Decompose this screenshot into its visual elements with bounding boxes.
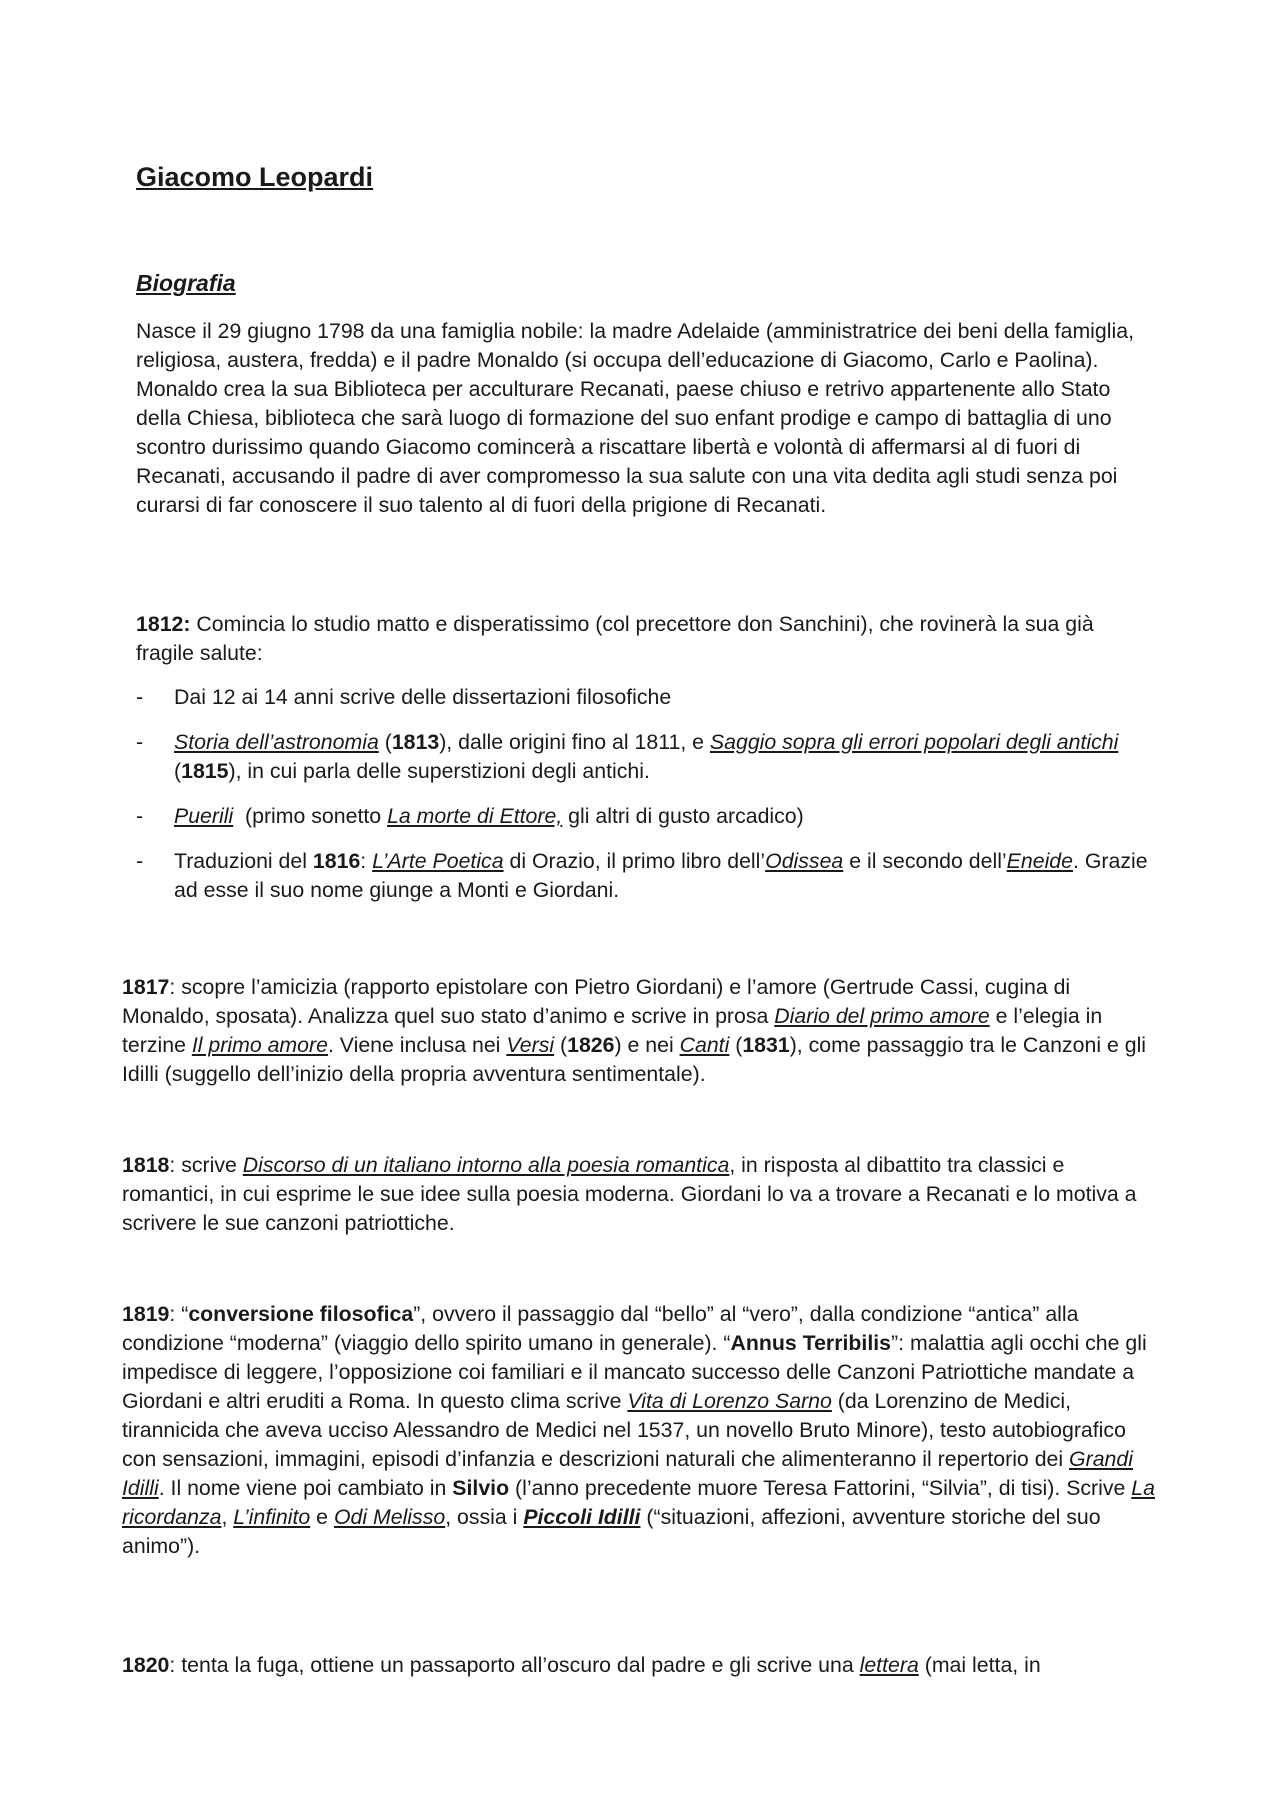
text-run: . Viene inclusa nei	[327, 1033, 507, 1057]
text-run: di Orazio, il primo libro dell’	[503, 849, 766, 873]
text-run: ), in cui parla delle superstizioni degli antichi.	[228, 759, 650, 783]
text-run: (primo sonetto	[233, 804, 388, 828]
text-run: gli altri di gusto arcadico)	[562, 804, 804, 828]
work-title: Canti	[679, 1033, 730, 1057]
text-run: ”, ovvero il passaggio dal “bello” al “vero”, dalla condizione “antica” alla condizione “moderna” (viaggio dello spirito umano in generale). “	[122, 1302, 1079, 1355]
list-item	[136, 728, 1156, 786]
text-run: (da Lorenzino de Medici, tirannicida che aveva ucciso Alessandro de Medici nel 1537, un novello Bruto Minore), testo autobiografico con sensazioni, immagini, episodi d’infanzia e descrizioni naturali che alimenteranno il repertorio dei	[122, 1389, 1126, 1471]
text-run: ”: malattia agli occhi che gli impedisce di leggere, l’opposizione coi familiari e il mancato successo delle Canzoni Patriottiche mandate a Giordani e altri eruditi a Roma. In questo clima scrive	[122, 1331, 1147, 1413]
year-label: 1815	[181, 759, 229, 783]
work-title: Diario del primo amore	[774, 1004, 990, 1028]
work-title: Saggio sopra gli errori popolari degli antichi	[709, 730, 1119, 754]
key-term: Silvio	[452, 1476, 510, 1500]
dash-bullet: -	[136, 804, 144, 828]
text-run: : scrive	[169, 1153, 243, 1177]
work-title: Versi	[506, 1033, 555, 1057]
text-run: e il secondo dell’	[843, 849, 1007, 873]
section-heading-biografia: Biografia	[136, 270, 236, 296]
work-title: La ricordanza	[122, 1476, 1155, 1529]
paragraph-1818	[122, 1151, 1156, 1238]
year-label: 1813	[391, 730, 440, 754]
text-run: e	[310, 1505, 334, 1529]
text-run: e l’elegia in terzine	[122, 1004, 1103, 1057]
key-term: conversione filosofica	[188, 1302, 414, 1326]
document-title: Giacomo Leopardi	[136, 162, 374, 192]
text-run: : “	[169, 1302, 189, 1326]
text-run: (	[378, 730, 392, 754]
text-run: (	[554, 1033, 568, 1057]
work-title: Storia dell’astronomia	[174, 730, 379, 754]
paragraph-1812	[136, 610, 1156, 668]
dash-bullet: -	[136, 730, 144, 754]
text-run: ) e nei	[614, 1033, 680, 1057]
work-title: L’infinito	[233, 1505, 311, 1529]
work-title: lettera	[859, 1653, 919, 1677]
text-run: . Grazie ad esse il suo nome giunge a Monti e Giordani.	[174, 849, 1148, 902]
text-run: :	[360, 849, 373, 873]
text-run: (l’anno precedente muore Teresa Fattorini, “Silvia”, di tisi). Scrive	[509, 1476, 1132, 1500]
text-run: ), come passaggio tra le Canzoni e gli Idilli (suggello dell’inizio della propria avventura sentimentale).	[122, 1033, 1147, 1086]
key-term: Annus Terribilis	[730, 1331, 892, 1355]
list-item	[136, 847, 1156, 905]
dash-bullet: -	[136, 685, 144, 709]
year-label: 1818	[122, 1153, 170, 1177]
works-1812-list	[136, 683, 1156, 921]
text-run: (	[729, 1033, 743, 1057]
work-title: Odi Melisso	[333, 1505, 446, 1529]
text-run: . Il nome viene poi cambiato in	[158, 1476, 453, 1500]
text-run: , ossia i	[445, 1505, 524, 1529]
year-label: 1812:	[136, 612, 191, 636]
work-title: L’Arte Poetica	[372, 849, 504, 873]
work-title: Piccoli Idilli	[523, 1505, 641, 1529]
text-run: (“situazioni, affezioni, avventure storiche del suo animo”).	[122, 1505, 1101, 1558]
text-run: (	[174, 759, 182, 783]
year-label: 1826	[567, 1033, 615, 1057]
text-run: : scopre l’amicizia (rapporto epistolare con Pietro Giordani) e l’amore (Gertrude Cassi, cugina di Monaldo, sposata). Analizza quel suo stato d’animo e scrive in prosa	[122, 975, 1071, 1028]
paragraph-text: Comincia lo studio matto e disperatissimo (col precettore don Sanchini), che rovinerà la sua già fragile salute:	[136, 612, 1094, 665]
work-title: Discorso di un italiano intorno alla poesia romantica	[242, 1153, 730, 1177]
work-title: Il primo amore	[191, 1033, 328, 1057]
dash-bullet: -	[136, 849, 144, 873]
year-label: 1816	[312, 849, 361, 873]
text-run: , in risposta al dibattito tra classici e romantici, in cui esprime le sue idee sulla poesia moderna. Giordani lo va a trovare a Recanati e lo motiva a scrivere le sue canzoni patriottiche.	[122, 1153, 1137, 1235]
text-run: (mai letta, in	[918, 1653, 1041, 1677]
year-label: 1831	[742, 1033, 790, 1057]
text-run: : tenta la fuga, ottiene un passaporto all’oscuro dal padre e gli scrive una	[169, 1653, 860, 1677]
work-title: Grandi Idilli	[122, 1447, 1133, 1500]
text-run: ), dalle origini fino al 1811, e	[439, 730, 710, 754]
year-label: 1819	[122, 1302, 170, 1326]
text-run: Traduzioni del	[174, 849, 313, 873]
work-title: Odissea	[765, 849, 844, 873]
paragraph-1819	[122, 1300, 1156, 1561]
list-item	[136, 683, 1156, 712]
biography-paragraph: Nasce il 29 giugno 1798 da una famiglia nobile: la madre Adelaide (amministratrice dei beni della famiglia, religiosa, austera, fredda) e il padre Monaldo (si occupa dell’educazione di Giacomo, Carlo e Paolina). Monaldo crea la sua Biblioteca per acculturare Recanati, paese chiuso e retrivo appartenente allo Stato della Chiesa, biblioteca che sarà luogo di formazione del suo enfant prodige e campo di battaglia di uno scontro durissimo quando Giacomo comincerà a riscattare libertà e volontà di affermarsi al di fuori di Recanati, accusando il padre di aver compromesso la sua salute con una vita dedita agli studi senza poi curarsi di far conoscere il suo talento al di fuori della prigione di Recanati.	[136, 319, 1134, 517]
year-label: 1820	[122, 1653, 170, 1677]
text-run: ,	[221, 1505, 234, 1529]
list-item	[136, 802, 1156, 831]
year-label: 1817	[122, 975, 170, 999]
paragraph-1820	[122, 1651, 1156, 1680]
work-title: La morte di Ettore,	[387, 804, 563, 828]
work-title: Puerili	[174, 804, 234, 828]
list-item-text: Dai 12 ai 14 anni scrive delle dissertazioni filosofiche	[174, 685, 672, 709]
paragraph-1817	[122, 973, 1156, 1089]
work-title: Vita di Lorenzo Sarno	[627, 1389, 832, 1413]
work-title: Eneide	[1006, 849, 1073, 873]
